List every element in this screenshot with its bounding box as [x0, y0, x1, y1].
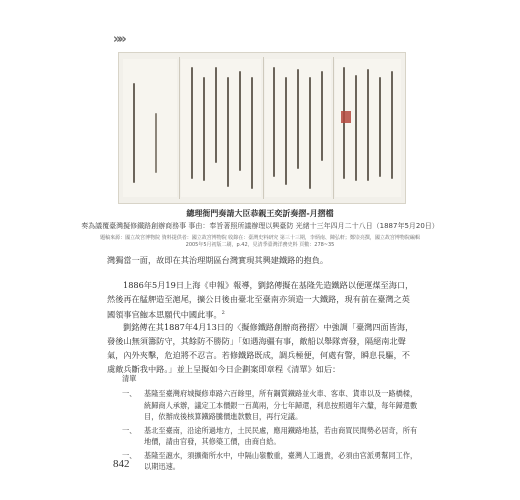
calligraphy-column [285, 77, 287, 185]
quote-heading: 清單 [122, 374, 137, 383]
calligraphy-column [309, 77, 311, 189]
calligraphy-column [191, 67, 193, 179]
figure-source: 題稿來源：國立故宮博物院 資料提供者：國立故宮博物院 收錄在：臺灣史料研究 第三十三期，李炳南、陳弘軒；鄭崇亮撰，國立故宮博物院編輯 [100, 235, 420, 241]
chevron-marker-icon: »» [113, 32, 124, 47]
figure-subtitle: 奏為議覆臺灣擬修鐵路創辦商務事 事由：奉旨著照所議辦理以興臺防 光緒十三年四月二十八日（1887年5月20日） [81, 222, 439, 230]
list-item: 一、 基隆至滬水，須擴衛所水中，中隔山嶺數重，臺灣人工過貴，必須由官派勇幫同工作，以期迅速。 [122, 450, 418, 471]
figure-title: 總理衙門奏請大臣恭親王奕訢奏摺-月摺檔 [186, 209, 334, 218]
page-number: 842 [113, 458, 130, 470]
calligraphy-column [133, 83, 135, 183]
calligraphy-column [215, 67, 217, 163]
calligraphy-column [343, 67, 345, 179]
body-paragraph: 1886年5月19日上海《申報》報導，劉銘傳擬在基隆先造鐵路以便運煤至海口，然後再在艋舺造至滬尾，擴公日後由臺北至臺南亦須造一大鐵路，現有前在臺灣之英國領事官鮑本思願代中國此事。$^2$ [107, 280, 414, 320]
fold-line [263, 57, 264, 199]
footnote-marker: 2 [221, 310, 225, 316]
calligraphy-column [251, 77, 253, 189]
calligraphy-column [297, 69, 299, 169]
manuscript-panel [123, 59, 177, 197]
calligraphy-column [379, 77, 381, 177]
manuscript-panel [181, 59, 261, 197]
list-item: 一、 基隆至臺灣府城擬修車路六百餘里，所有鋼質鐵路並火車、客車、貨車以及一路橋樑，統歸商人承辦，議定工本價銀一百萬兩，分七年歸還，利息按照週年六釐，每年歸還數目，依辦成後核算鐵路騰價進款數目，再行定議。 [122, 389, 418, 421]
fold-line [179, 57, 180, 199]
calligraphy-column [203, 77, 205, 181]
fold-line [333, 57, 334, 199]
body-paragraph: 劉銘傳在其1887年4月13日的〈擬修鐵路創辦商務摺〉中強調「臺灣四面皆海，發後山無須籌防守，其餘防不勝防」「如遇海疆有事，敵船以舉隊齊發，隔絕南北聲氣，內外夾擊，危迫將不忍言。若修鐵路既成，調兵極便，何處有警，瞬息長驅，不虞敵兵斷我中路。」並上呈擬如今日企劃案即章程《清單》如后： [107, 322, 414, 374]
manuscript-image [118, 52, 406, 204]
figure-source: 2005年5月初版二刷，p.42，見清季臺灣洋務史料 頁數：278~35 [185, 242, 335, 248]
calligraphy-column [227, 77, 229, 187]
calligraphy-column [355, 75, 357, 181]
calligraphy-column [239, 71, 241, 171]
calligraphy-column [391, 71, 393, 179]
body-paragraph: 灣獨當一面，故即在其治理期區台灣實現其興建鐵路的抱負。 [107, 255, 329, 265]
quote-list [122, 388, 422, 475]
calligraphy-column [155, 113, 157, 173]
calligraphy-column [321, 71, 323, 161]
calligraphy-column [367, 69, 369, 181]
calligraphy-column [273, 67, 275, 177]
red-seal-icon [341, 111, 351, 123]
list-item: 一、 基北至臺南，沿途所過地方，土民民處，應用鐵路地基，若由商買民間勢必居奇，所有地價，請由官發，其修築工價，由商自給。 [122, 425, 418, 446]
